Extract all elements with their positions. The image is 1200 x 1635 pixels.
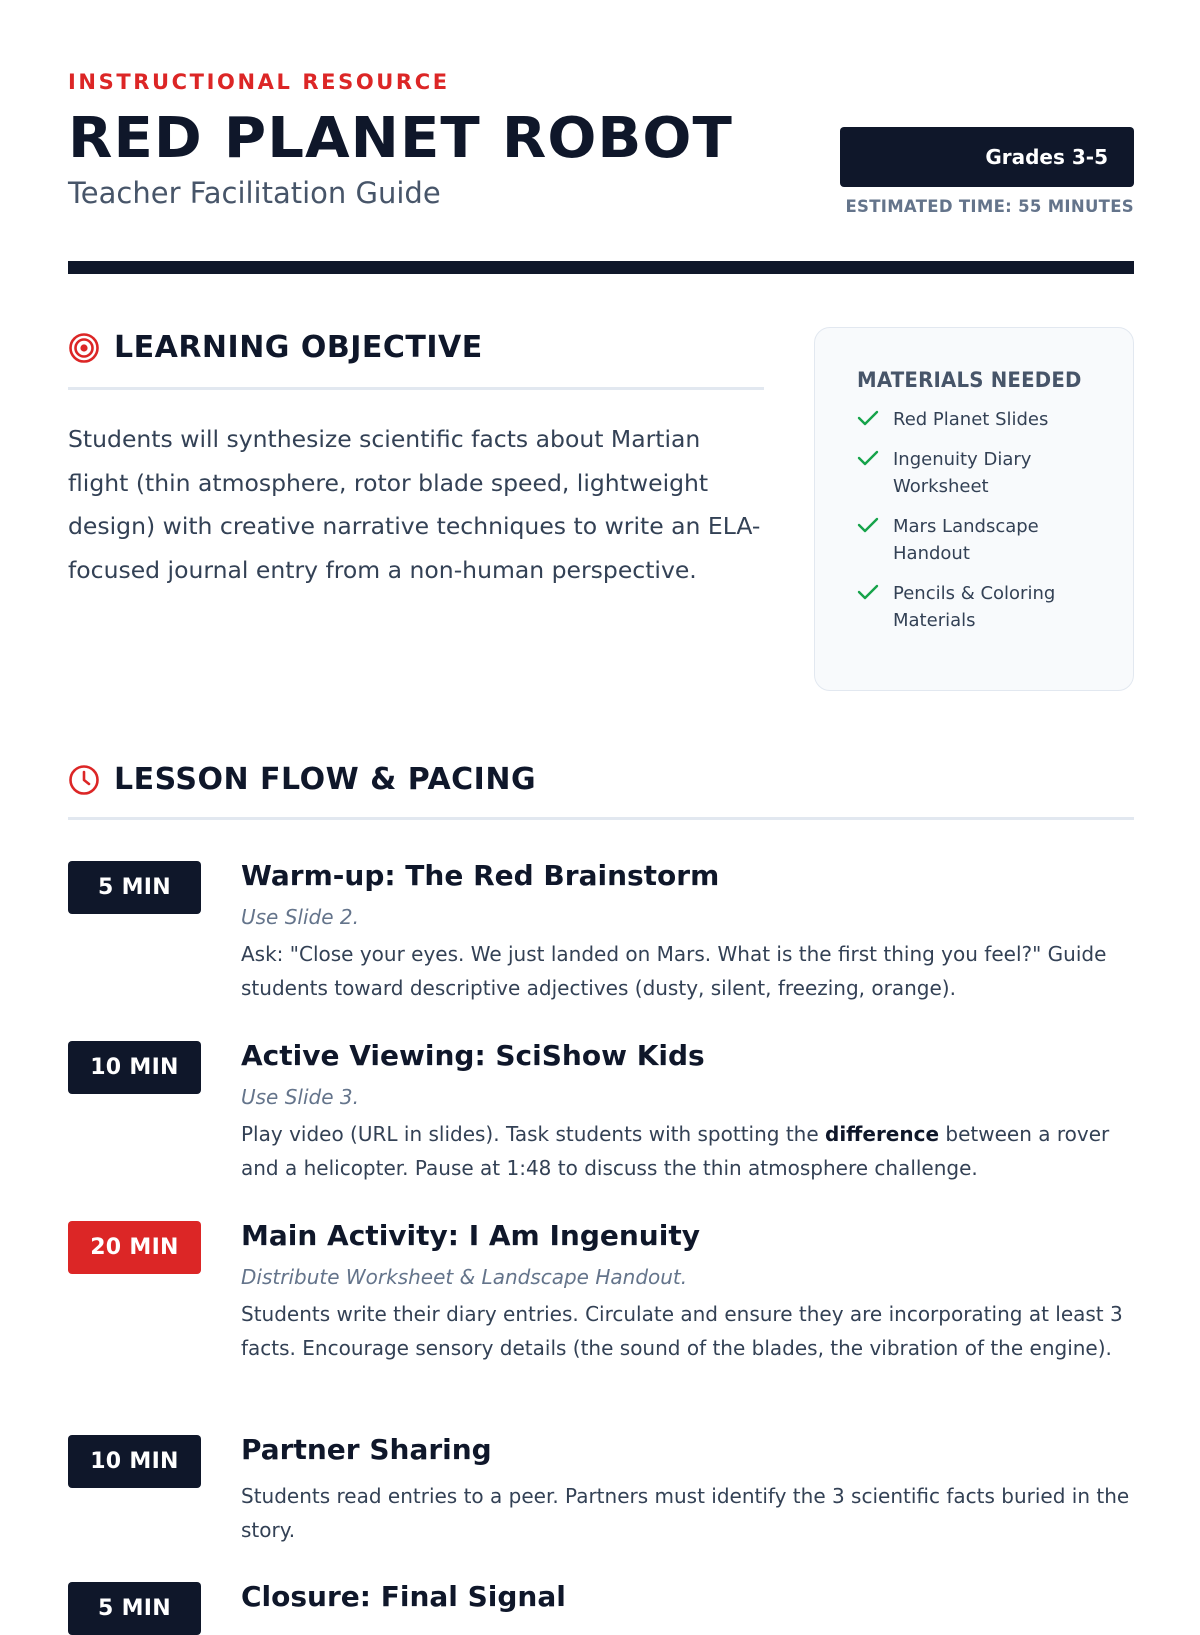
lesson-flow-divider bbox=[68, 817, 1134, 820]
clock-icon bbox=[68, 764, 100, 796]
description-emphasis: difference bbox=[825, 1122, 940, 1146]
page-subtitle: Teacher Facilitation Guide bbox=[68, 176, 441, 210]
objective-text: Students will synthesize scientific facts about Martian flight (thin atmosphere, rotor blade speed, lightweight design) with creative narrative techniques to write an ELA-focused journal entry from a non-human perspective. bbox=[68, 425, 761, 584]
material-label: Mars Landscape Handout bbox=[893, 516, 1039, 564]
header-divider bbox=[68, 261, 1134, 274]
step-content bbox=[241, 1041, 1134, 1185]
step-content bbox=[241, 1435, 1134, 1547]
duration-badge: 5 MIN bbox=[68, 1582, 201, 1635]
target-icon bbox=[68, 332, 100, 364]
step-description: Ask: "Close your eyes. We just landed on Mars. What is the first thing you feel?" Guide students toward descriptive adjectives (dusty, silent, freezing, orange). bbox=[241, 942, 1107, 1000]
step-content bbox=[241, 861, 1134, 1005]
step-description bbox=[241, 1117, 1134, 1185]
objective-heading: LEARNING OBJECTIVE bbox=[114, 330, 483, 365]
duration-badge: 20 MIN bbox=[68, 1221, 201, 1274]
eyebrow-label: INSTRUCTIONAL RESOURCE bbox=[68, 70, 450, 94]
material-item bbox=[857, 446, 1113, 500]
materials-heading: MATERIALS NEEDED bbox=[857, 368, 1082, 392]
check-icon bbox=[857, 406, 879, 431]
step-title: Closure: Final Signal bbox=[241, 1580, 566, 1613]
estimated-time: ESTIMATED TIME: 55 MINUTES bbox=[845, 197, 1134, 216]
step-slide-reference: Use Slide 3. bbox=[241, 1085, 359, 1109]
duration-badge: 10 MIN bbox=[68, 1435, 201, 1488]
duration-badge: 10 MIN bbox=[68, 1041, 201, 1094]
step-description: Students read entries to a peer. Partners must identify the 3 scientific facts buried in the story. bbox=[241, 1484, 1130, 1542]
step-title: Main Activity: I Am Ingenuity bbox=[241, 1219, 700, 1252]
step-title: Partner Sharing bbox=[241, 1433, 492, 1466]
lesson-flow-heading: LESSON FLOW & PACING bbox=[114, 762, 537, 797]
step-content bbox=[241, 1582, 1134, 1618]
materials-card bbox=[814, 327, 1134, 691]
facilitation-guide-page bbox=[68, 0, 1134, 1621]
material-label: Ingenuity Diary Worksheet bbox=[893, 449, 1032, 497]
material-item bbox=[857, 406, 1113, 433]
material-label: Pencils & Coloring Materials bbox=[893, 583, 1056, 631]
material-item bbox=[857, 513, 1113, 567]
lesson-flow-heading-row bbox=[68, 762, 536, 797]
check-icon bbox=[857, 513, 879, 538]
objective-divider bbox=[68, 387, 764, 390]
page-title: RED PLANET ROBOT bbox=[68, 106, 733, 171]
material-label: Red Planet Slides bbox=[893, 409, 1049, 430]
step-title: Warm-up: The Red Brainstorm bbox=[241, 859, 720, 892]
description-text: Play video (URL in slides). Task students with spotting the bbox=[241, 1122, 825, 1146]
material-item bbox=[857, 580, 1113, 634]
step-content bbox=[241, 1221, 1134, 1365]
step-description: Students write their diary entries. Circulate and ensure they are incorporating at least 3 facts. Encourage sensory details (the sound of the blades, the vibration of the engine). bbox=[241, 1302, 1123, 1360]
check-icon bbox=[857, 446, 879, 471]
step-slide-reference: Use Slide 2. bbox=[241, 905, 359, 929]
check-icon bbox=[857, 580, 879, 605]
duration-badge: 5 MIN bbox=[68, 861, 201, 914]
description-text: between a rover and a helicopter. Pause at 1:48 to discuss the thin atmosphere challenge. bbox=[241, 1122, 1110, 1180]
grade-badge: Grades 3-5 bbox=[840, 127, 1134, 187]
step-slide-reference: Distribute Worksheet & Landscape Handout. bbox=[241, 1265, 688, 1289]
objective-heading-row bbox=[68, 330, 483, 365]
step-title: Active Viewing: SciShow Kids bbox=[241, 1039, 705, 1072]
